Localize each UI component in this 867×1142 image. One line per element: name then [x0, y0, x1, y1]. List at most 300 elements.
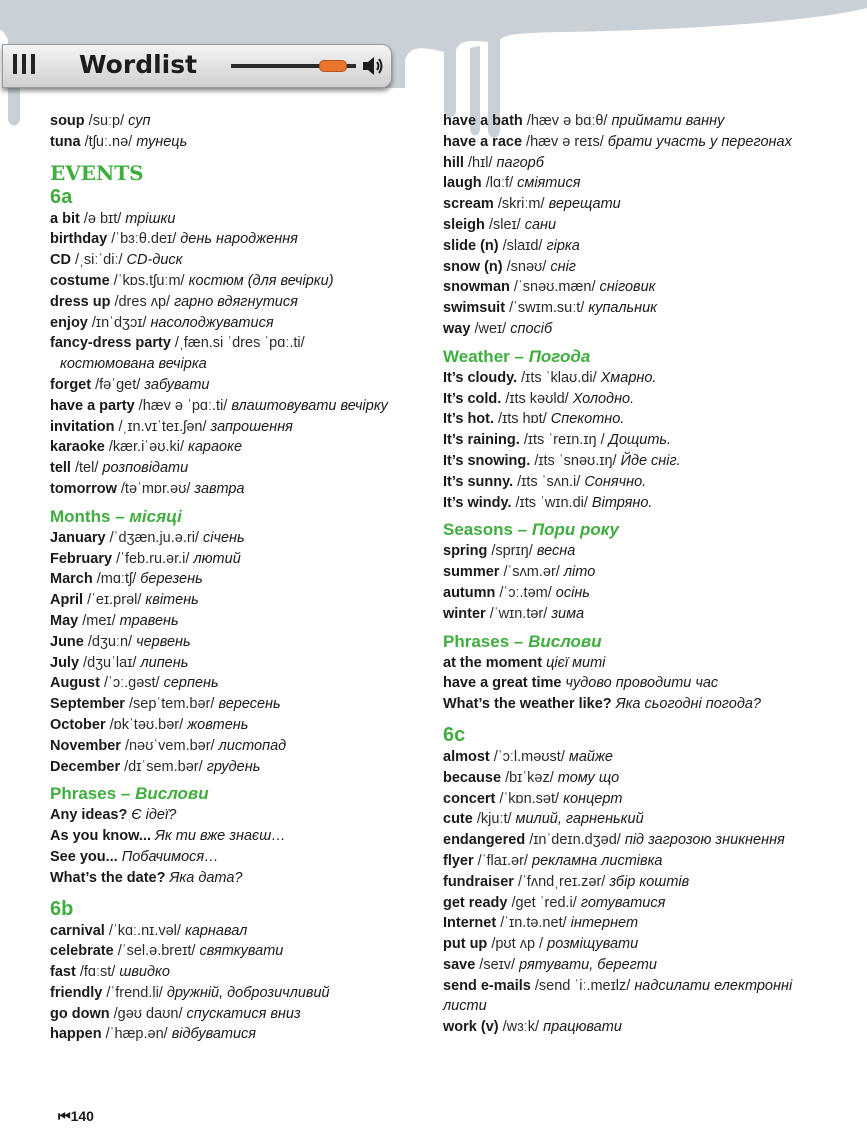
wordlist-entry	[50, 962, 430, 983]
entry-word: It’s hot.	[443, 411, 495, 428]
entry-word: go down	[50, 1005, 110, 1022]
entry-pronunciation: /ˈkɒs.tʃuːm/	[113, 272, 185, 289]
entry-pronunciation: /ˈkɑː.nɪ.vəl/	[108, 922, 181, 939]
entry-pronunciation: /ˈfʌndˌreɪ.zər/	[517, 873, 606, 890]
entry-word: almost	[443, 748, 490, 765]
wordlist-entry	[50, 479, 430, 500]
entry-translation: гірка	[546, 237, 580, 254]
entry-pronunciation: /ˈbɜːθ.deɪ/	[111, 231, 177, 248]
entry-word: work (v)	[443, 1019, 499, 1036]
entry-word: soup	[50, 113, 85, 129]
weather-heading: Weather – Погода	[443, 346, 591, 366]
wordlist-entry	[50, 847, 430, 868]
wordlist-entry	[50, 941, 430, 962]
entry-pronunciation: /dɪˈsem.bər/	[124, 758, 203, 775]
wordlist-entry	[443, 277, 853, 298]
entry-word: karaoke	[50, 439, 105, 456]
unit-6a-heading: 6a	[50, 185, 73, 208]
entry-translation: день народження	[180, 231, 298, 248]
wordlist-entry	[50, 673, 430, 694]
unit-6b-heading: 6b	[50, 897, 74, 920]
entry-word: winter	[443, 605, 486, 622]
entry-word: get ready	[443, 894, 508, 911]
entry-word: laugh	[443, 175, 482, 192]
wordlist-entry	[443, 153, 853, 174]
entry-translation: тунець	[136, 133, 188, 150]
entry-word: CD	[50, 252, 71, 269]
entry-pronunciation: /ɪts ˈreɪn.ɪŋ /	[523, 432, 605, 449]
wordlist-entry	[443, 451, 853, 472]
entry-pronunciation: /wɜːk/	[502, 1019, 540, 1036]
entry-pronunciation: /get ˈred.i/	[511, 894, 577, 911]
entry-word: August	[50, 675, 100, 692]
entry-translation: Яка сьогодні погода?	[615, 696, 762, 713]
entry-translation: Спекотно.	[550, 411, 625, 428]
entry-word: It’s cold.	[443, 390, 502, 407]
entry-word: tomorrow	[50, 480, 117, 497]
wordlist-entry	[443, 430, 853, 451]
wordlist-entry	[443, 319, 853, 340]
wordlist-entry	[443, 194, 853, 215]
entry-word: endangered	[443, 832, 526, 849]
entry-pronunciation: /ˈswɪm.suːt/	[509, 300, 585, 317]
page-number: ⏮140	[58, 1108, 94, 1124]
entry-word: fancy-dress party	[50, 335, 171, 352]
entry-word: concert	[443, 790, 496, 807]
entry-word: It’s cloudy.	[443, 369, 518, 386]
wordlist-entry	[443, 583, 853, 604]
entry-pronunciation: /ˈsnəʊ.mæn/	[513, 279, 596, 296]
entry-pronunciation: /seɪv/	[479, 956, 516, 973]
entry-pronunciation: /suːp/	[88, 113, 125, 129]
entry-translation: працювати	[543, 1019, 622, 1036]
wordlist-entry	[50, 250, 430, 271]
wordlist-entry	[443, 673, 853, 694]
entry-word: send e-mails	[443, 977, 531, 994]
entry-word: fundraiser	[443, 873, 514, 890]
entry-word: forget	[50, 376, 92, 393]
entry-pronunciation: /slaɪd/	[502, 237, 543, 254]
wordlist-entry	[443, 562, 853, 583]
entry-pronunciation: /ˈeɪ.prəl/	[87, 592, 142, 609]
entry-pronunciation: /ˈsel.ə.breɪt/	[117, 943, 196, 960]
entry-pronunciation: /send ˈiː.meɪlz/	[534, 977, 631, 994]
entry-word: November	[50, 737, 121, 754]
entry-pronunciation: /ˈfrend.li/	[106, 984, 163, 1001]
entry-pronunciation: /dʒuˈlaɪ/	[83, 654, 137, 671]
entry-pronunciation: /ˈsʌm.ər/	[503, 564, 560, 581]
wordlist-entry	[443, 694, 853, 715]
wordlist-entry	[443, 173, 853, 194]
wordlist-entry	[443, 789, 853, 810]
wordlist-entry	[443, 768, 853, 789]
entry-translation: надсилати електронні листи	[443, 977, 793, 1015]
wordlist-header-bar	[2, 44, 392, 88]
wordlist-entry	[50, 549, 430, 570]
entry-pronunciation: /kær.iˈəʊ.ki/	[108, 439, 184, 456]
entry-word: October	[50, 716, 106, 733]
entry-translation: спускатися вниз	[186, 1005, 301, 1022]
wordlist-entry	[443, 389, 853, 410]
entry-word: What’s the date?	[50, 869, 166, 886]
wordlist-entry	[50, 1024, 430, 1045]
wordlist-entry	[443, 215, 853, 236]
entry-word: a bit	[50, 210, 80, 227]
entry-word: April	[50, 592, 84, 609]
entry-translation: осінь	[555, 584, 590, 601]
entry-translation: лютий	[193, 550, 241, 567]
entry-pronunciation: /ˈflaɪ.ər/	[477, 852, 528, 869]
entry-pronunciation: /hæv ə bɑːθ/	[526, 113, 608, 129]
entry-word: have a race	[443, 133, 523, 150]
wordlist-entry	[50, 375, 430, 396]
entry-pronunciation: /sleɪ/	[488, 216, 521, 233]
entry-pronunciation: /snəʊ/	[506, 258, 547, 275]
wordlist-entry	[443, 955, 853, 976]
wordlist-entry	[50, 209, 430, 230]
entry-translation: вересень	[218, 696, 281, 713]
wordlist-entry	[50, 396, 430, 417]
wordlist-entry	[443, 893, 853, 914]
wordlist-entry	[50, 458, 430, 479]
wordlist-entry	[50, 417, 430, 438]
entry-word: snowman	[443, 279, 510, 296]
entry-pronunciation: /ˌsiːˈdiː/	[74, 252, 123, 269]
entry-pronunciation: /ˈhæp.ən/	[105, 1026, 168, 1043]
wordlist-entry	[443, 541, 853, 562]
entry-translation: Холодно.	[572, 390, 635, 407]
entry-word: July	[50, 654, 80, 671]
entry-word: May	[50, 612, 79, 629]
entry-word: at the moment	[443, 654, 543, 671]
entry-pronunciation: /ɪnˈdʒɔɪ/	[91, 314, 147, 331]
entry-translation: збір коштів	[609, 873, 690, 890]
entry-word: fast	[50, 964, 76, 981]
wordlist-entry	[50, 736, 430, 757]
wordlist-entry	[50, 715, 430, 736]
phrases-heading-right: Phrases – Вислови	[443, 631, 602, 651]
wordlist-entry	[50, 569, 430, 590]
wordlist-entry	[50, 694, 430, 715]
entry-pronunciation: /lɑːf/	[485, 175, 514, 192]
wordlist-entry	[50, 111, 430, 132]
wordlist-entry	[50, 313, 430, 334]
volume-slider-handle[interactable]	[319, 60, 347, 72]
wordlist-entry	[50, 132, 430, 153]
entry-translation: готуватися	[580, 894, 666, 911]
wordlist-entry	[50, 333, 430, 375]
entry-translation: сміятися	[517, 175, 581, 192]
entry-pronunciation: /ˈwɪn.tər/	[489, 605, 548, 622]
entry-translation: милий, гарненький	[515, 811, 644, 828]
entry-pronunciation: /hæv ə ˈpɑː.ti/	[138, 397, 228, 414]
entry-pronunciation: /ˈdʒæn.ju.ə.ri/	[109, 529, 199, 546]
wordlist-entry	[443, 830, 853, 851]
entry-pronunciation: /ɪts ˈklaʊ.di/	[521, 369, 597, 386]
entry-word: swimsuit	[443, 300, 506, 317]
wordlist-entry	[443, 368, 853, 389]
wordlist-entry	[50, 983, 430, 1004]
entry-word: sleigh	[443, 216, 485, 233]
wordlist-entry	[443, 976, 823, 1018]
entry-word: invitation	[50, 418, 115, 435]
entry-translation: костюмована вечірка	[60, 356, 207, 373]
entry-translation: майже	[568, 748, 613, 765]
entry-translation: карнавал	[184, 922, 248, 939]
wordlist-entry	[443, 653, 853, 674]
seasons-heading: Seasons – Пори року	[443, 520, 619, 540]
entry-translation: червень	[136, 633, 191, 650]
entry-word: December	[50, 758, 121, 775]
entry-pronunciation: /pʊt ʌp /	[491, 936, 544, 953]
entry-pronunciation: /ˈɔː.gəst/	[103, 675, 160, 692]
entry-translation: влаштовувати вечірку	[231, 397, 388, 414]
entry-pronunciation: /bɪˈkəz/	[505, 769, 554, 786]
entry-translation: завтра	[194, 480, 245, 497]
entry-word: tell	[50, 460, 71, 477]
entry-translation: під загрозою зникнення	[624, 832, 785, 849]
wordlist-entry	[443, 851, 853, 872]
wordlist-entry	[50, 437, 430, 458]
wordlist-entry	[443, 132, 853, 153]
entry-translation: трішки	[125, 210, 176, 227]
entry-translation: брати участь у перегонах	[607, 133, 792, 150]
entry-translation: Йде сніг.	[620, 452, 681, 469]
entry-translation: січень	[202, 529, 245, 546]
entry-word: It’s windy.	[443, 494, 512, 511]
entry-translation: спосіб	[510, 320, 553, 337]
entry-pronunciation: /ˌɪn.vɪˈteɪ.ʃən/	[118, 418, 207, 435]
entry-word: have a bath	[443, 113, 523, 129]
entry-translation: липень	[140, 654, 189, 671]
entry-translation: запрошення	[210, 418, 293, 435]
entry-word: snow (n)	[443, 258, 503, 275]
entry-translation: березень	[140, 571, 203, 588]
entry-translation: зима	[551, 605, 585, 622]
wordlist-entry	[443, 1017, 853, 1038]
wordlist-entry	[50, 1004, 430, 1025]
phrases-heading: Phrases – Вислови	[50, 784, 209, 804]
entry-translation: насолоджуватися	[150, 314, 274, 331]
entry-word: slide (n)	[443, 237, 499, 254]
entry-word: It’s snowing.	[443, 452, 531, 469]
entry-word: spring	[443, 543, 488, 560]
entry-translation: забувати	[144, 376, 210, 393]
entry-pronunciation: /təˈmɒr.əʊ/	[120, 480, 191, 497]
wordlist-entry	[50, 868, 430, 889]
entry-word: birthday	[50, 231, 108, 248]
entry-translation: CD-диск	[126, 252, 183, 269]
unit-6c-heading: 6c	[443, 723, 466, 746]
entry-translation: Дощить.	[608, 432, 672, 449]
entry-translation: Сонячно.	[584, 473, 647, 490]
wordlist-entry	[443, 493, 853, 514]
entry-pronunciation: /ˌfæn.si ˈdres ˈpɑː.ti/	[174, 335, 305, 352]
wordlist-entry	[443, 298, 853, 319]
entry-translation: Є ідеї?	[131, 807, 177, 824]
entry-pronunciation: /gəʊ daʊn/	[113, 1005, 183, 1022]
entry-translation: грудень	[206, 758, 261, 775]
entry-translation: серпень	[163, 675, 219, 692]
entry-pronunciation: /dʒuːn/	[87, 633, 133, 650]
entry-pronunciation: /meɪ/	[82, 612, 116, 629]
wordlist-entry	[443, 934, 853, 955]
entry-word: scream	[443, 196, 494, 213]
wordlist-entry	[443, 872, 853, 893]
entry-translation: Побачимося…	[121, 848, 219, 865]
wordlist-entry	[50, 611, 430, 632]
entry-translation: розповідати	[102, 460, 189, 477]
entry-pronunciation: /ˈɔːl.məʊst/	[493, 748, 565, 765]
entry-word: It’s raining.	[443, 432, 520, 449]
entry-pronunciation: /ɪnˈdeɪn.dʒəd/	[529, 832, 621, 849]
entry-translation: травень	[119, 612, 179, 629]
entry-translation: швидко	[119, 964, 170, 981]
wordlist-entry	[50, 653, 430, 674]
entry-word: hill	[443, 154, 464, 171]
entry-translation: верещати	[548, 196, 621, 213]
entry-pronunciation: /kjuːt/	[476, 811, 512, 828]
entry-pronunciation: /ɪts hɒt/	[498, 411, 547, 428]
entry-pronunciation: /tʃuː.nə/	[84, 133, 133, 150]
entry-pronunciation: /ˈfeb.ru.ər.i/	[116, 550, 190, 567]
entry-pronunciation: /ɪts kəʊld/	[505, 390, 569, 407]
entry-translation: тому що	[557, 769, 620, 786]
speaker-icon[interactable]	[361, 55, 385, 77]
entry-translation: караоке	[188, 439, 243, 456]
entry-pronunciation: /skriːm/	[497, 196, 545, 213]
entry-word: June	[50, 633, 84, 650]
wordlist-entry	[50, 229, 430, 250]
wordlist-entry	[50, 590, 430, 611]
entry-pronunciation: /dres ʌp/	[114, 293, 171, 310]
entry-word: put up	[443, 936, 488, 953]
entry-pronunciation: /ɪts ˈsʌn.i/	[517, 473, 581, 490]
entry-translation: купальник	[588, 300, 658, 317]
wordlist-entry	[443, 409, 853, 430]
entry-word: March	[50, 571, 93, 588]
entry-translation: цієї миті	[546, 654, 606, 671]
wordlist-entry	[443, 111, 853, 132]
wordlist-entry	[443, 257, 853, 278]
entry-word: happen	[50, 1026, 102, 1043]
entry-translation: сани	[524, 216, 557, 233]
entry-translation: літо	[563, 564, 596, 581]
entry-translation: сніговик	[599, 279, 656, 296]
left-column	[50, 111, 430, 1045]
right-column	[443, 111, 853, 1038]
entry-word: flyer	[443, 852, 474, 869]
three-bars-icon	[13, 54, 40, 80]
entry-pronunciation: /fɑːst/	[79, 964, 116, 981]
entry-word: tuna	[50, 133, 81, 150]
entry-translation: святкувати	[199, 943, 284, 960]
entry-pronunciation: /mɑːtʃ/	[96, 571, 137, 588]
entry-pronunciation: /ə bɪt/	[83, 210, 122, 227]
wordlist-entry	[50, 528, 430, 549]
entry-word: have a great time	[443, 675, 562, 692]
entry-word: celebrate	[50, 943, 114, 960]
entry-translation: інтернет	[570, 915, 639, 932]
entry-word: way	[443, 320, 471, 337]
entry-translation: квітень	[145, 592, 199, 609]
entry-translation: Яка дата?	[169, 869, 243, 886]
entry-pronunciation: /ˈɔː.təm/	[499, 584, 552, 601]
entry-word: carnival	[50, 922, 105, 939]
entry-word: Internet	[443, 915, 497, 932]
events-heading: EVENTS	[50, 160, 144, 185]
entry-word: Any ideas?	[50, 807, 128, 824]
entry-word: cute	[443, 811, 473, 828]
entry-pronunciation: /sepˈtem.bər/	[128, 696, 215, 713]
entry-word: have a party	[50, 397, 135, 414]
entry-translation: розміщувати	[547, 936, 639, 953]
entry-word: enjoy	[50, 314, 88, 331]
entry-word: September	[50, 696, 125, 713]
entry-pronunciation: /ɪts ˈsnəʊ.ɪŋ/	[534, 452, 617, 469]
entry-translation: костюм (для вечірки)	[188, 272, 334, 289]
wordlist-entry	[443, 913, 853, 934]
entry-pronunciation: /fəˈget/	[95, 376, 141, 393]
entry-translation: жовтень	[187, 716, 249, 733]
entry-translation: пагорб	[496, 154, 544, 171]
entry-pronunciation: /ˈkɒn.sət/	[499, 790, 560, 807]
entry-word: autumn	[443, 584, 496, 601]
entry-word: dress up	[50, 293, 111, 310]
wordlist-entry	[50, 632, 430, 653]
months-heading: Months – місяці	[50, 506, 182, 526]
wordlist-entry	[443, 809, 853, 830]
wordlist-entry	[50, 805, 430, 826]
entry-translation: сніг	[550, 258, 576, 275]
entry-pronunciation: /nəʊˈvem.bər/	[124, 737, 215, 754]
entry-word: January	[50, 529, 106, 546]
entry-word: costume	[50, 272, 110, 289]
entry-pronunciation: /tel/	[74, 460, 99, 477]
entry-translation: приймати ванну	[611, 113, 725, 129]
entry-pronunciation: /ɒkˈtəʊ.bər/	[109, 716, 184, 733]
entry-translation: дружній, доброзичливий	[166, 984, 330, 1001]
entry-translation: рекламна листівка	[532, 852, 663, 869]
entry-word: It’s sunny.	[443, 473, 514, 490]
entry-word: summer	[443, 564, 500, 581]
entry-word: As you know...	[50, 828, 151, 845]
wordlist-entry	[443, 747, 853, 768]
entry-word: friendly	[50, 984, 103, 1001]
entry-pronunciation: /ˈɪn.tə.net/	[500, 915, 567, 932]
entry-translation: концерт	[563, 790, 623, 807]
wordlist-entry	[443, 472, 853, 493]
rewind-icon: ⏮	[58, 1108, 71, 1124]
entry-translation: Хмарно.	[600, 369, 657, 386]
wordlist-entry	[50, 292, 430, 313]
entry-translation: відбуватися	[171, 1026, 257, 1043]
entry-translation: весна	[536, 543, 576, 560]
entry-pronunciation: /weɪ/	[474, 320, 507, 337]
wordlist-entry	[50, 921, 430, 942]
entry-translation: рятувати, берегти	[519, 956, 657, 973]
entry-pronunciation: /ɪts ˈwɪn.di/	[515, 494, 588, 511]
entry-translation: листопад	[218, 737, 287, 754]
entry-word: February	[50, 550, 113, 567]
page-title: Wordlist	[79, 50, 198, 79]
entry-word: See you...	[50, 848, 118, 865]
wordlist-entry	[443, 236, 853, 257]
entry-word: save	[443, 956, 476, 973]
entry-translation: Вітряно.	[591, 494, 653, 511]
entry-pronunciation: /hɪl/	[467, 154, 493, 171]
entry-word: What’s the weather like?	[443, 696, 612, 713]
